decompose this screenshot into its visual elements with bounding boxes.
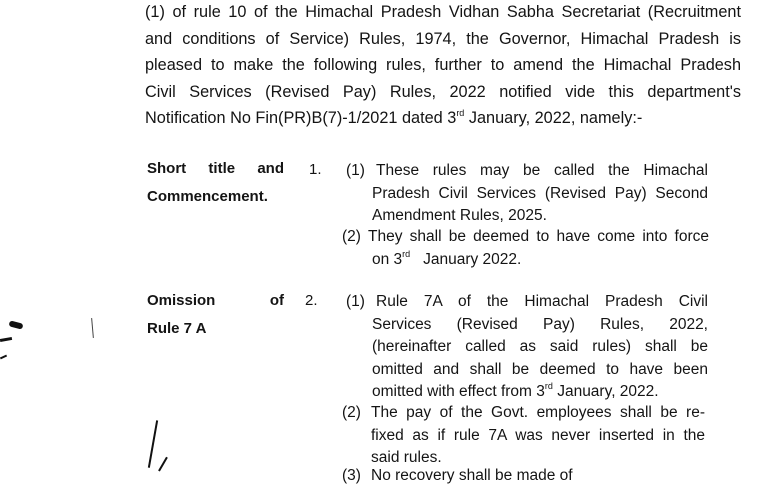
section-2-heading: Omission of Rule 7 A xyxy=(147,292,284,337)
intro-line: (1) of rule 10 of the Himachal Pradesh Vidhan Sabha Secretariat (Recruitment xyxy=(145,3,741,21)
pen-mark xyxy=(91,318,94,338)
intro-paragraph xyxy=(145,0,741,132)
intro-line: Notification No Fin(PR)B(7)-1/2021 dated 3rd January, 2022, namely:- xyxy=(145,108,643,127)
section-2-number: 2. xyxy=(305,292,318,309)
pen-mark xyxy=(0,355,7,360)
section-1-heading: Short title and Commencement. xyxy=(147,160,284,205)
signature-stroke xyxy=(158,457,167,472)
pen-mark xyxy=(0,337,12,342)
pen-mark xyxy=(8,320,23,329)
signature-stroke xyxy=(148,420,158,468)
intro-line: Civil Services (Revised Pay) Rules, 2022 notified vide this department's xyxy=(145,82,741,101)
intro-line: pleased to make the following rules, further to amend the Himachal Pradesh xyxy=(145,56,741,74)
intro-line: and conditions of Service) Rules, 1974, the Governor, Himachal Pradesh is xyxy=(145,29,741,48)
section-1-number: 1. xyxy=(309,161,322,178)
